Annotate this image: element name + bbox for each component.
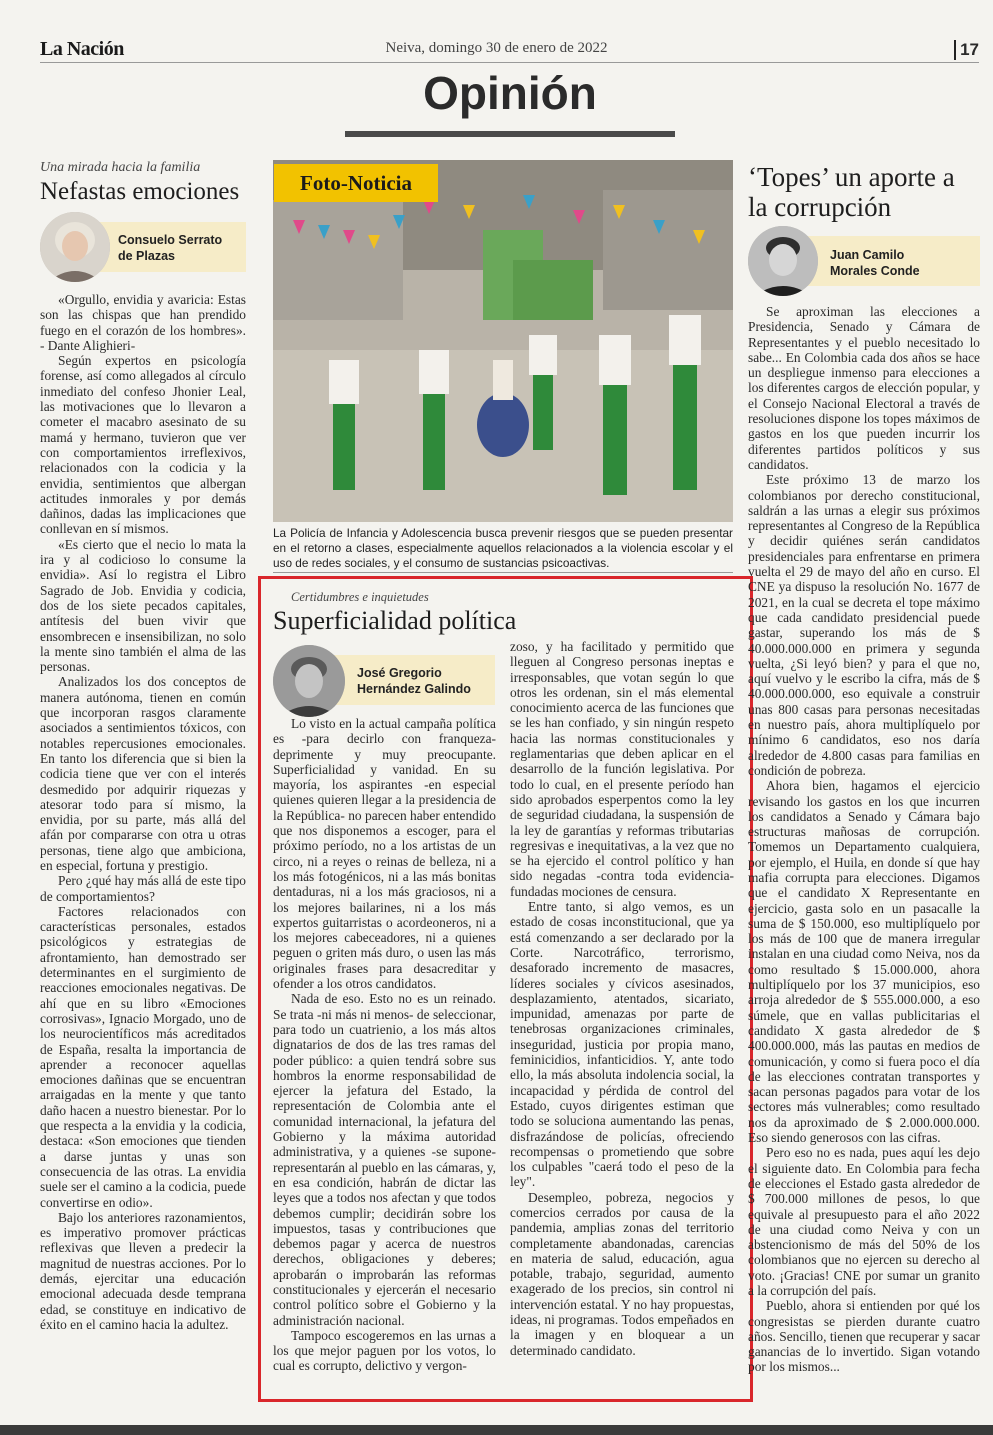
right-author-line2: Morales Conde	[830, 264, 920, 278]
masthead-rule	[40, 62, 979, 63]
center-author-line2: Hernández Galindo	[357, 682, 471, 696]
center-article-kicker: Certidumbres e inquietudes	[291, 590, 429, 604]
paragraph: Analizados los dos conceptos de manera autónoma, tienen en común que incorporan rasgos claramente asociados a sentimientos tóxicos, con notables repercusiones emocionales. En tanto los diferencia que si bien la codicia tiene que ver con el interés desmedido por adquirir riquezas y atesorar todo para sí mismo, la envidia, por su parte, más allá del afán por compararse con otra u otras personas, tiene algo que ambiciona, en especial, fortuna y prestigio.	[40, 674, 246, 873]
author-portrait-icon	[748, 226, 818, 296]
right-article-title: ‘Topes’ un aporte a la corrupción	[748, 162, 955, 222]
section-title: Opinión	[423, 67, 597, 119]
left-article-kicker: Una mirada hacia la familia	[40, 160, 201, 175]
right-author-line1: Juan Camilo	[830, 248, 905, 262]
left-author-avatar	[40, 212, 110, 282]
left-article	[40, 160, 246, 206]
right-author-avatar	[748, 226, 818, 296]
paragraph: Nada de eso. Esto no es un reinado. Se trata -ni más ni menos- de seleccionar, para todo un cuatrienio, a los más altos dignatarios de dos de las tres ramas del poder público: a quien tendrá sobre sus hombros la enorme responsabilidad de ejercer la jefatura del Estado, la representación de Colombia ante el comunidad internacional, la jefatura del Gobierno y la máxima autoridad administrativa, y a quienes -se supone- representarán al pueblo en las cámaras, y, en esa condición, habrán de dictar las leyes que a todos nos afectan y que todos debemos cumplir; decidirán sobre los impuestos, tasas y contribuciones que debemos pagar y acerca de nuestros derechos, obligaciones y deberes; aprobarán o improbarán las reformas constitucionales y ejercerán el necesario control político sobre el Gobierno y la administración nacional.	[273, 991, 496, 1328]
paragraph: Tampoco escogeremos en las urnas a los que mejor paguen por los votos, lo cual es corrupto, delictivo y vergon-	[273, 1327, 496, 1374]
paragraph: Ahora bien, hagamos el ejercicio revisando los gastos en los que incurren los candidatos a Senado y Cámara bajo estructuras mañosas de corrupción. Tomemos un Departamento cualquiera, por ejemplo, el Huila, en donde sí que hay mafia corrupta para elecciones. Digamos que el candidato X Representante en ejercicio, gasta solo en un pasacalle la suma de $ 150.000, eso multiplíquelo por los más de 100 que de manera irregular instalan en una ciudad como Neiva, nos da como resultado $ 15.000.000, ahora multiplíquelo por los 37 municipios, eso arroja alrededor de $ 555.000.000, a eso súmele, que en vallas publicitarias el candidato X gasta alrededor de $ 400.000.000, más las pautas en medios de comunicación, y como si fuera poco el día de las elecciones contratan transportes y sacan personas pagados para votar de los sectores más vulnerables; como resultado nos da aproximado de $ 2.000.000.000. Eso siendo generosos con las cifras.	[748, 778, 980, 1146]
paragraph: Según expertos en psicología forense, así como allegados al círculo inmediato del confeso Jhonier Leal, las motivaciones que lo llevaron a cometer el macabro asesinato de su mamá y hermano, tuvieron que ver con comportamientos irreflexivos, relacionados con la codicia y la envidia, sentimientos que albergan actitudes inmorales y por demás dañinos, dadas las implicaciones que conllevan en sí mismos.	[40, 353, 246, 537]
newspaper-logo: La Nación	[40, 38, 124, 60]
right-article-body	[748, 304, 980, 1375]
center-author-avatar	[273, 645, 345, 717]
issue-date: Neiva, domingo 30 de enero de 2022	[385, 40, 608, 56]
caption-rule	[273, 572, 733, 573]
paragraph: «Orgullo, envidia y avaricia: Estas son las chispas que han prendido fuego en el corazón de los hombres». - Dante Alighieri-	[40, 292, 246, 353]
paragraph: Pero eso no es nada, pues aquí les dejo el siguiente dato. En Colombia para fecha de elecciones el Estado gasta alrededor de $ 700.000 millones de pesos, lo que equivale al presupuesto para el año 2022 de una ciudad como Neiva y con un abstencionismo de más del 50% de los colombianos que no ejercen su derecho al voto. ¡Gracias! CNE por sumar un granito a la corrupción del país.	[748, 1145, 980, 1298]
center-article-title: Superficialidad política	[273, 606, 517, 635]
news-photo	[273, 160, 733, 522]
left-article-body	[40, 292, 246, 1332]
school-courtyard-photo-icon	[273, 160, 733, 522]
page-number: 17	[954, 40, 979, 60]
center-article-col1	[273, 716, 496, 1374]
photo-caption: La Policía de Infancia y Adolescencia busca prevenir riesgos que se pueden presentar en el retorno a clases, especialmente aquellos relacionados a la violencia escolar y el uso de redes sociales, y el consumo de sustancias psicoactivas.	[273, 526, 733, 570]
paragraph: Lo visto en la actual campaña política es -para decirlo con franqueza- deprimente y muy preocupante. Superficialidad y vanidad. En su mayoría, los aspirantes -en especial quienes quieren llegar a la presidencia de la República- no parecen haber entendido que nos disponemos a escoger, para el próximo período, no a los artistas de un circo, ni a reyes o reinas de belleza, ni a los más fotogénicos, ni a las más bonitas dentaduras, ni a los más graciosos, ni a los mejores bailarines, ni a los más expertos guitarristas o acordeoneros, ni a los mejores cabeceadores, ni a quienes peguen o griten más duro, o usen las más originales frases para desacreditar y ofender a los otros candidatos.	[273, 716, 496, 992]
left-author-line2: de Plazas	[118, 249, 175, 263]
paragraph: Pueblo, ahora si entienden por qué los congresistas se pierden durante cuatro años. Sencillo, tienen que recuperar y sacar ganancias de lo invertido. Sigan votando por los mismos...	[748, 1298, 981, 1375]
paragraph: Factores relacionados con características personales, estados psicológicos y estrategias de afrontamiento, han demostrado ser determinantes en el surgimiento de reacciones emocionales negativas. De ahí que en su libro «Emociones corrosivas», Ignacio Morgado, uno de los neurocientíficos más acreditados de España, resalta la importancia de aprender a reconocer aquellas emociones dañinas que se encuentran arraigadas en la mente y que tanto daño hacen a nuestro bienestar. Por lo que respecta a la envidia y la codicia, destaca: «Son emociones que tienden a darse juntas y unas son consecuencia de las otras. La envidia suele ser el camino a la codicia, puede convertirse en odio».	[40, 903, 246, 1210]
author-portrait-icon	[40, 212, 110, 282]
foto-noticia-label: Foto-Noticia	[274, 164, 438, 202]
right-article	[748, 160, 980, 222]
center-author-line1: José Gregorio	[357, 666, 442, 680]
paragraph: «Es cierto que el necio lo mata la ira y al codicioso lo consume la envidia». Así lo registra el Libro Sagrado de Job. Envidia y codicia, dos de los siete pecados capitales, antítesis del buen vivir que ensombrecen e insensibilizan, no solo la mente sino también el alma de las personas.	[40, 536, 246, 675]
bottom-bar	[0, 1425, 993, 1435]
left-author-line1: Consuelo Serrato	[118, 233, 223, 247]
paragraph: Pero ¿qué hay más allá de este tipo de comportamientos?	[40, 873, 246, 904]
paragraph: Este próximo 13 de marzo los colombianos por derecho constitucional, saldrán a las urnas a elegir sus próximos representantes al Congreso de la República y decidir quiénes serán candidatos presidenciales para enfrentarse en primera vuelta el 29 de mayo del año en curso. El CNE ya dispuso la resolución No. 1677 de 2021, en la cual se decreta el tope máximo que cada candidato presidencial puede gastar, superando los más de $ 40.000.000.000 en primera y segunda vuelta, ¿Si leyó bien? y para el que no, aquí vuelvo y le escribo la cifra, más de $ 40.000.000.000, eso equivale a construir unas 800 casas para personas necesitadas en nuestro país, ahora multiplíquelo por mínimo 6 candidatos, eso nos daría alrededor de 4.800 casas para familias en condición de pobreza.	[748, 472, 980, 778]
paragraph: Se aproximan las elecciones a Presidencia, Senado y Cámara de Representantes y el pueblo necesitado lo sabe... En Colombia cada dos años se hace un despliegue inmenso para elecciones a los diferentes cargos de elección popular, y el Consejo Nacional Electoral a través de resoluciones dispone los topes máximos de gastos en los que pueden incurrir los diferentes partidos políticos y sus candidatos.	[748, 304, 980, 472]
author-portrait-icon	[273, 645, 345, 717]
center-article-header	[273, 590, 735, 635]
paragraph: Desempleo, pobreza, negocios y comercios cerrados por causa de la pandemia, amplias zonas del territorio completamente abandonadas, carencias en materia de salud, educación, agua potable, trabajo, seguridad, aumento exagerado de los precios, sin control ni intervención estatal. Y no hay propuestas, ideas, ni programas. Todos empeñados en la imagen y en bloquear a un determinado candidato.	[510, 1189, 734, 1358]
section-title-bar	[345, 131, 675, 137]
center-article-col2	[510, 639, 734, 1358]
paragraph: Bajo los anteriores razonamientos, es imperativo promover prácticas reflexivas que lleven a predecir la magnitud de nuestras acciones. Por lo demás, ejercitar una educación emocional adecuada desde temprana edad, se constituye en indicativo de éxito en el camino hacia la adultez.	[40, 1209, 246, 1332]
left-article-title: Nefastas emociones	[40, 178, 240, 205]
paragraph: Entre tanto, si algo vemos, es un estado de cosas inconstitucional, que ya está comenzando a ser declarado por la Corte. Narcotráfico, terrorismo, desaforado incremento de masacres, líderes sociales y cívicos asesinados, desplazamiento, atentados, sicariato, impunidad, amenazas por parte de tenebrosas organizaciones criminales, inseguridad, justicia por propia mano, feminicidios, infanticidios. Y, ante todo ello, la más absoluta indolencia social, la incapacidad y pérdida de control del Estado, cuyos dirigentes estiman que todo se soluciona aumentando las penas, disfrazándose de policías, ofreciendo recompensas o prometiendo que sobre los culpables "caerá todo el peso de la ley".	[510, 899, 734, 1190]
paragraph: zoso, y ha facilitado y permitido que lleguen al Congreso personas ineptas e irresponsables, que votan según lo que otros les ordenan, sin el más elemental conocimiento acerca de las funciones que se les han confiado, y sin ningún respeto hacia las normas constitucionales y reglamentarias que deben aplicar en el desarrollo de la función legislativa. Por todo lo cual, en el presente período han sido aprobados esperpentos como la ley de seguridad ciudadana, la suspensión de la ley de garantías y reformas tributarias regresivas e inequitativas, a la vez que no se ha ejercido el control político y han sido negadas -contra toda evidencia- fundadas mociones de censura.	[510, 639, 734, 899]
